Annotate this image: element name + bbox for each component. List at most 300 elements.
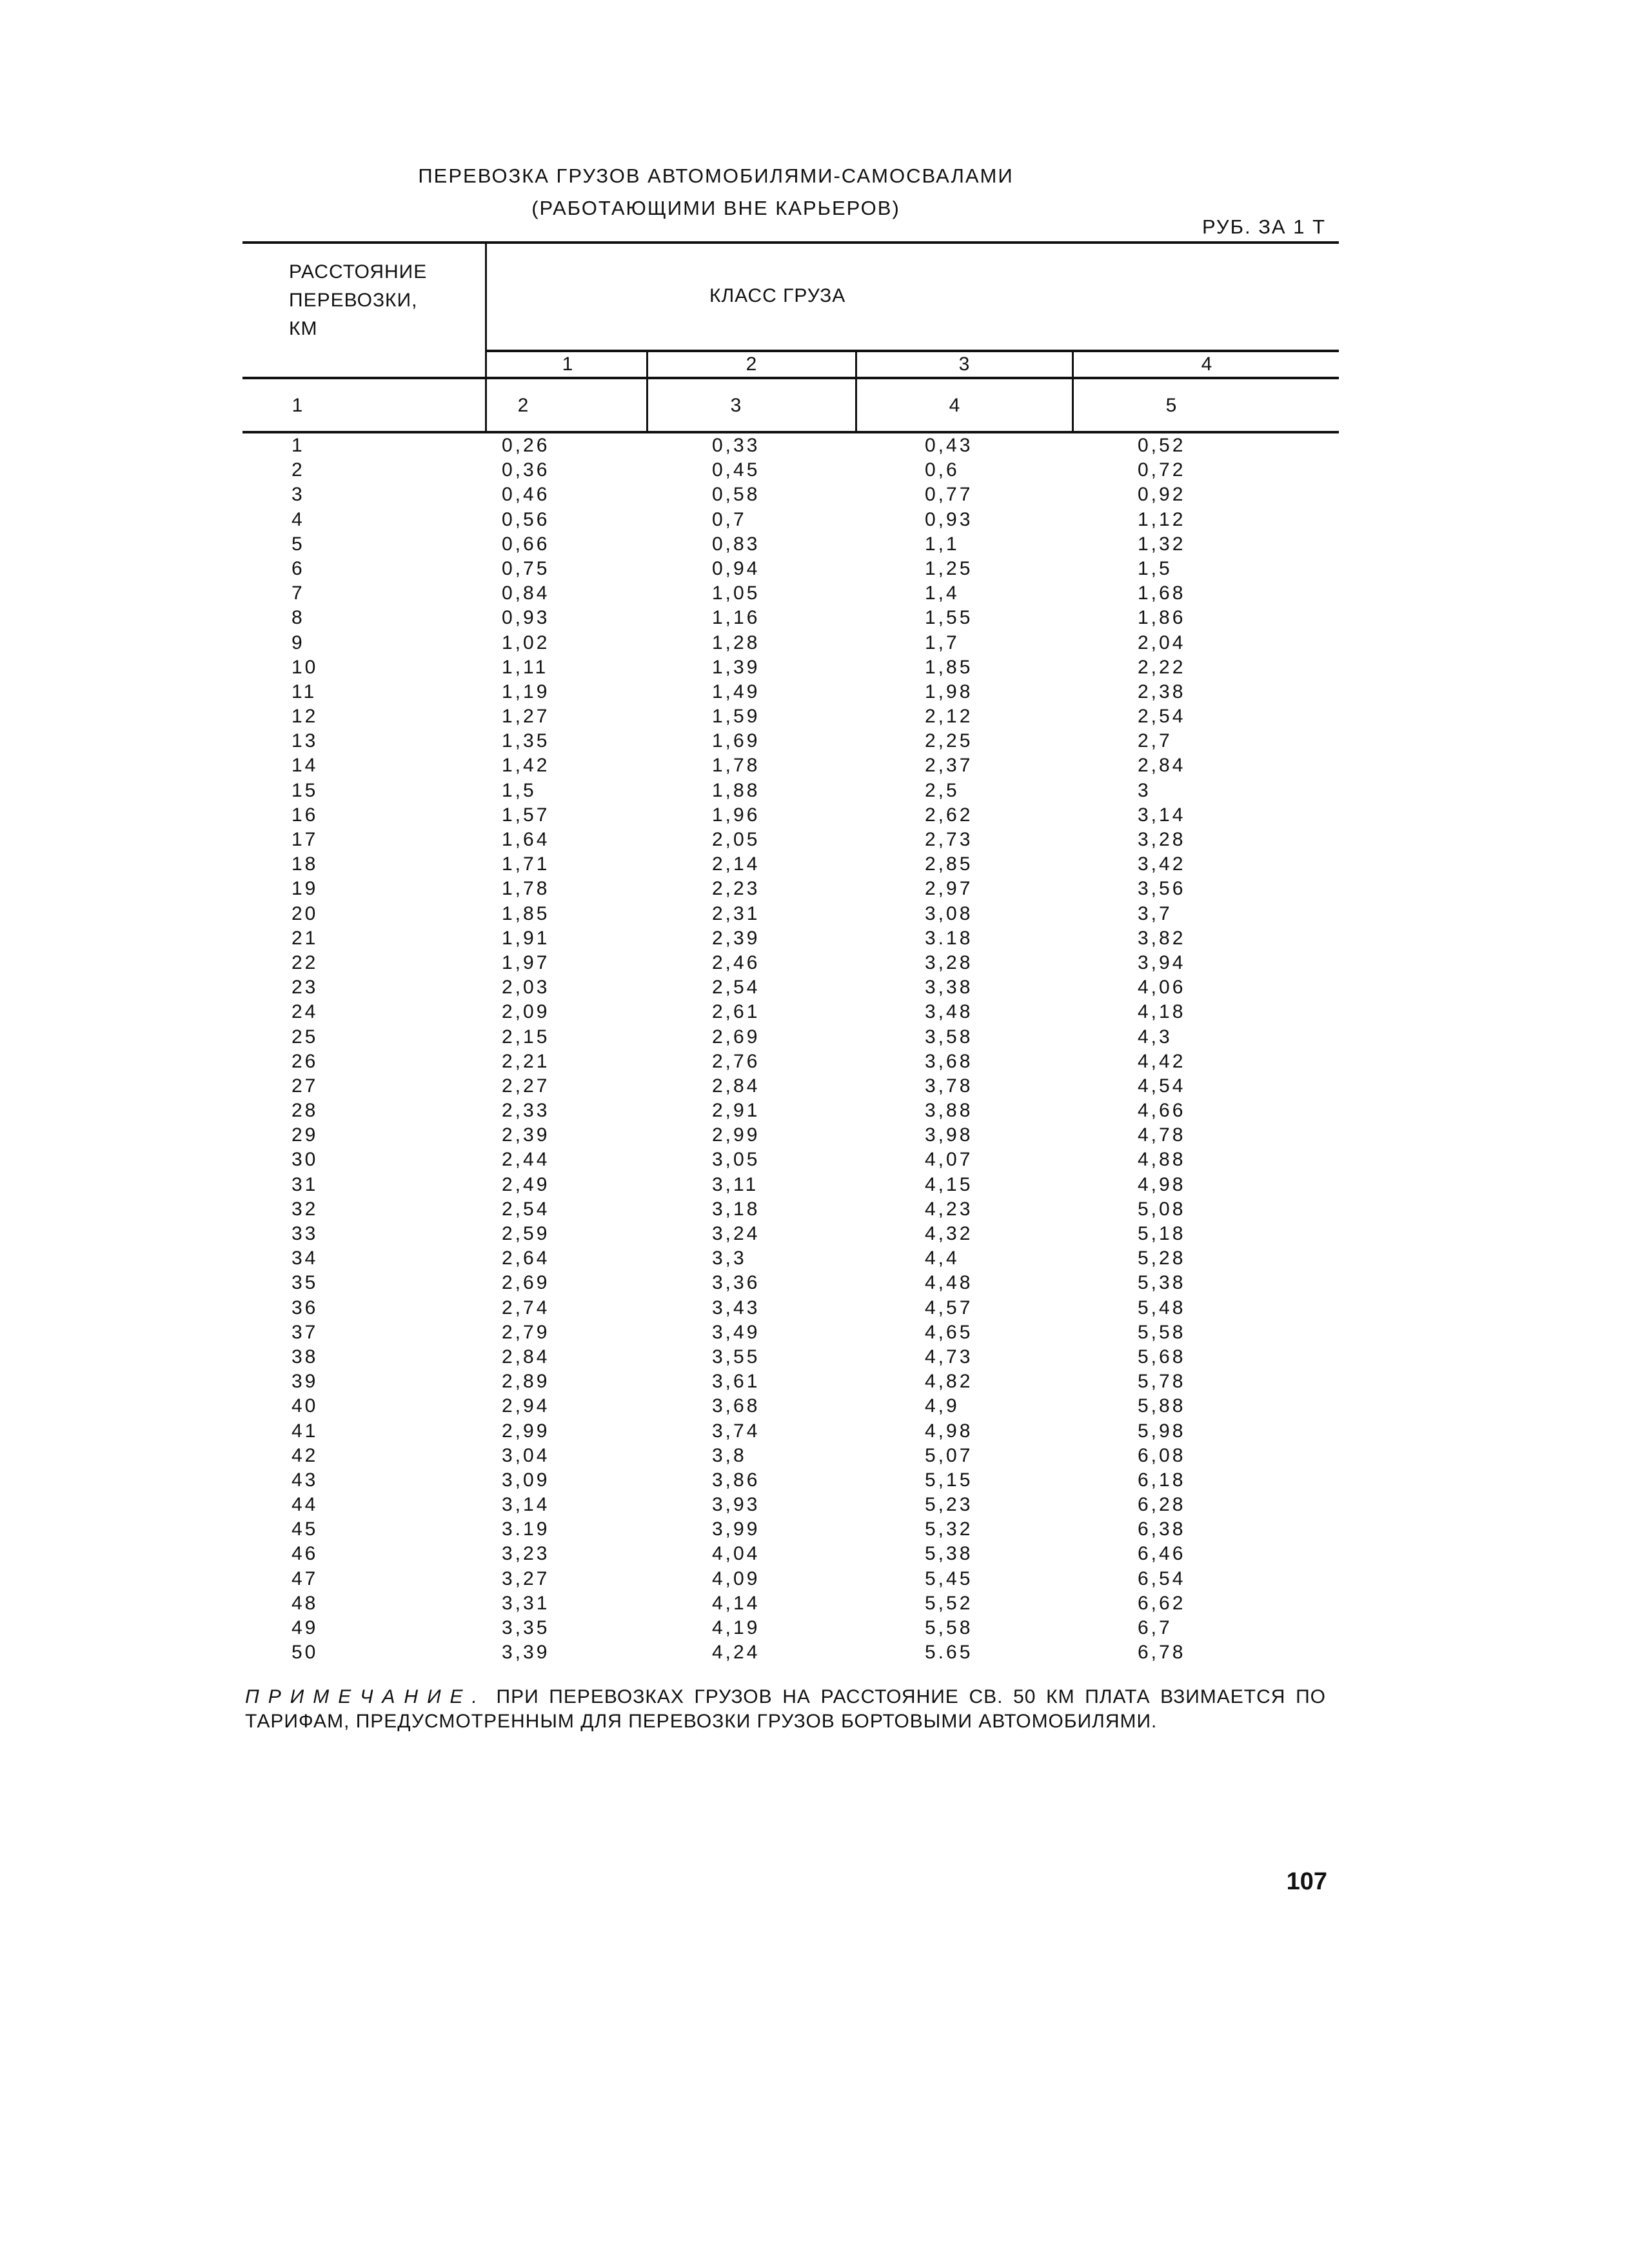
- row-rate-class-3: 3.18: [925, 927, 973, 949]
- row-rate-class-1: 3,14: [502, 1494, 550, 1516]
- row-distance: 29: [292, 1124, 319, 1146]
- row-distance: 39: [292, 1371, 319, 1393]
- row-rate-class-1: 3.19: [502, 1518, 550, 1540]
- row-distance: 21: [292, 927, 319, 949]
- row-distance: 43: [292, 1469, 319, 1491]
- row-distance: 13: [292, 730, 319, 752]
- row-distance: 46: [292, 1543, 319, 1565]
- table-row: [0, 557, 1651, 581]
- row-rate-class-4: 2,04: [1138, 632, 1186, 653]
- row-distance: 1: [292, 435, 305, 456]
- row-rate-class-3: 5,23: [925, 1494, 973, 1516]
- note-text: ПРИ ПЕРЕВОЗКАХ ГРУЗОВ НА РАССТОЯНИЕ СВ. 50 КМ ПЛАТА ВЗИМАЕТСЯ ПО ТАРИФАМ, ПРЕДУСМОТРЕННЫМ ДЛЯ ПЕРЕВОЗКИ ГРУЗОВ БОРТОВЫМИ АВТОМОБИЛЯМИ.: [245, 1686, 1326, 1732]
- row-rate-class-1: 3,23: [502, 1543, 550, 1565]
- row-rate-class-3: 2,85: [925, 853, 973, 875]
- row-rate-class-2: 2,46: [712, 951, 760, 973]
- table-row: [0, 779, 1651, 803]
- row-distance: 38: [292, 1346, 319, 1368]
- class-header: КЛАСС ГРУЗА: [709, 285, 846, 306]
- row-distance: 34: [292, 1248, 319, 1269]
- row-distance: 3: [292, 484, 305, 506]
- row-rate-class-3: 1,4: [925, 582, 960, 604]
- row-rate-class-3: 4,57: [925, 1297, 973, 1318]
- row-rate-class-3: 4,32: [925, 1223, 973, 1244]
- row-rate-class-2: 0,58: [712, 484, 760, 506]
- row-distance: 7: [292, 582, 305, 604]
- row-rate-class-2: 3,43: [712, 1297, 760, 1318]
- row-rate-class-2: 4,04: [712, 1543, 760, 1565]
- row-distance: 47: [292, 1567, 319, 1589]
- row-rate-class-1: 1,42: [502, 755, 550, 777]
- table-row: [0, 1444, 1651, 1468]
- row-distance: 6: [292, 557, 305, 579]
- row-distance: 4: [292, 508, 305, 530]
- class-number: 2: [746, 353, 757, 375]
- row-rate-class-2: 3,93: [712, 1494, 760, 1516]
- row-rate-class-4: 5,38: [1138, 1272, 1186, 1294]
- row-rate-class-3: 0,93: [925, 508, 973, 530]
- row-rate-class-3: 4,48: [925, 1272, 973, 1294]
- row-rate-class-1: 0,93: [502, 607, 550, 629]
- table-row: [0, 1025, 1651, 1049]
- row-rate-class-3: 4,98: [925, 1420, 973, 1442]
- table-row: [0, 753, 1651, 778]
- row-rate-class-2: 3,05: [712, 1149, 760, 1171]
- row-rate-class-1: 1,85: [502, 902, 550, 924]
- row-rate-class-2: 3,36: [712, 1272, 760, 1294]
- row-distance: 16: [292, 804, 319, 826]
- row-rate-class-4: 5,08: [1138, 1198, 1186, 1220]
- row-rate-class-3: 5,07: [925, 1444, 973, 1466]
- row-rate-class-4: 3,28: [1138, 829, 1186, 850]
- row-rate-class-2: 3,99: [712, 1518, 760, 1540]
- row-distance: 11: [292, 681, 317, 702]
- row-rate-class-1: 1,19: [502, 681, 550, 702]
- row-rate-class-2: 2,23: [712, 878, 760, 900]
- row-rate-class-4: 5,98: [1138, 1420, 1186, 1442]
- row-rate-class-2: 1,49: [712, 681, 760, 702]
- row-rate-class-4: 4,54: [1138, 1075, 1186, 1097]
- table-note: [245, 1685, 1326, 1734]
- row-rate-class-1: 2,33: [502, 1100, 550, 1122]
- row-rate-class-3: 4,15: [925, 1173, 973, 1195]
- table-row: [0, 1000, 1651, 1024]
- header-mid-rule: [242, 377, 1339, 379]
- row-rate-class-3: 3,88: [925, 1100, 973, 1122]
- row-rate-class-1: 2,84: [502, 1346, 550, 1368]
- table-row: [0, 1591, 1651, 1616]
- col-divider-3-4: [855, 351, 857, 433]
- table-row: [0, 1271, 1651, 1295]
- row-rate-class-2: 1,16: [712, 607, 760, 629]
- row-rate-class-1: 3,09: [502, 1469, 550, 1491]
- row-rate-class-2: 3,24: [712, 1223, 760, 1244]
- row-rate-class-4: 4,78: [1138, 1124, 1186, 1146]
- table-row: [0, 828, 1651, 852]
- row-rate-class-2: 1,88: [712, 779, 760, 801]
- class-number: 3: [958, 353, 970, 375]
- row-distance: 49: [292, 1617, 319, 1638]
- row-rate-class-3: 0,6: [925, 459, 960, 481]
- row-rate-class-1: 1,97: [502, 951, 550, 973]
- row-rate-class-4: 1,12: [1138, 508, 1186, 530]
- row-rate-class-3: 3,08: [925, 902, 973, 924]
- row-distance: 19: [292, 878, 319, 900]
- row-rate-class-2: 4,14: [712, 1592, 760, 1614]
- row-rate-class-3: 5,32: [925, 1518, 973, 1540]
- row-rate-class-2: 3,3: [712, 1248, 747, 1269]
- table-row: [0, 1640, 1651, 1665]
- row-rate-class-2: 2,84: [712, 1075, 760, 1097]
- row-distance: 25: [292, 1026, 319, 1048]
- row-rate-class-4: 3,94: [1138, 951, 1186, 973]
- row-rate-class-3: 4,23: [925, 1198, 973, 1220]
- row-rate-class-3: 5,58: [925, 1617, 973, 1638]
- row-rate-class-4: 6,62: [1138, 1592, 1186, 1614]
- row-rate-class-4: 5,48: [1138, 1297, 1186, 1318]
- row-rate-class-3: 3,58: [925, 1026, 973, 1048]
- row-rate-class-2: 3,55: [712, 1346, 760, 1368]
- row-rate-class-4: 3,7: [1138, 902, 1172, 924]
- row-rate-class-3: 0,77: [925, 484, 973, 506]
- table-row: [0, 1369, 1651, 1394]
- row-rate-class-4: 6,18: [1138, 1469, 1186, 1491]
- table-row: [0, 877, 1651, 901]
- row-rate-class-3: 4,07: [925, 1149, 973, 1171]
- table-row: [0, 852, 1651, 877]
- row-rate-class-4: 6,46: [1138, 1543, 1186, 1565]
- row-rate-class-3: 5.65: [925, 1642, 973, 1664]
- row-rate-class-1: 2,15: [502, 1026, 550, 1048]
- row-rate-class-1: 2,21: [502, 1050, 550, 1072]
- row-rate-class-2: 0,94: [712, 557, 760, 579]
- row-rate-class-1: 2,89: [502, 1371, 550, 1393]
- row-rate-class-4: 3,14: [1138, 804, 1186, 826]
- row-rate-class-4: 2,22: [1138, 656, 1186, 678]
- row-rate-class-1: 2,69: [502, 1272, 550, 1294]
- row-rate-class-4: 3,42: [1138, 853, 1186, 875]
- table-row: [0, 1345, 1651, 1369]
- row-rate-class-1: 2,09: [502, 1001, 550, 1023]
- row-rate-class-1: 2,54: [502, 1198, 550, 1220]
- table-row: [0, 1222, 1651, 1246]
- table-row: [0, 1148, 1651, 1172]
- row-rate-class-2: 4,09: [712, 1567, 760, 1589]
- table-row: [0, 951, 1651, 975]
- row-rate-class-1: 3,35: [502, 1617, 550, 1638]
- table-row: [0, 1542, 1651, 1566]
- row-rate-class-3: 3,68: [925, 1050, 973, 1072]
- row-rate-class-4: 1,32: [1138, 533, 1186, 555]
- row-rate-class-2: 2,69: [712, 1026, 760, 1048]
- row-distance: 28: [292, 1100, 319, 1122]
- row-rate-class-1: 2,94: [502, 1395, 550, 1417]
- row-rate-class-1: 3,39: [502, 1642, 550, 1664]
- row-rate-class-1: 1,78: [502, 878, 550, 900]
- row-rate-class-1: 2,99: [502, 1420, 550, 1442]
- row-rate-class-3: 2,25: [925, 730, 973, 752]
- row-rate-class-2: 1,96: [712, 804, 760, 826]
- stub-header: [289, 258, 427, 343]
- row-rate-class-1: 2,44: [502, 1149, 550, 1171]
- row-rate-class-2: 4,24: [712, 1642, 760, 1664]
- row-rate-class-1: 1,71: [502, 853, 550, 875]
- row-rate-class-2: 3,74: [712, 1420, 760, 1442]
- class-number: 1: [562, 353, 573, 375]
- row-rate-class-2: 0,33: [712, 435, 760, 456]
- row-rate-class-1: 3,27: [502, 1567, 550, 1589]
- table-row: [0, 1517, 1651, 1542]
- table-row: [0, 1394, 1651, 1418]
- col-divider-4-5: [1072, 351, 1074, 433]
- table-row: [0, 1320, 1651, 1345]
- row-distance: 37: [292, 1321, 319, 1343]
- row-distance: 22: [292, 951, 319, 973]
- row-rate-class-1: 1,91: [502, 927, 550, 949]
- table-row: [0, 1049, 1651, 1074]
- row-rate-class-1: 0,66: [502, 533, 550, 555]
- row-rate-class-4: 3,56: [1138, 878, 1186, 900]
- column-number: 2: [517, 395, 529, 416]
- row-rate-class-4: 0,72: [1138, 459, 1186, 481]
- row-rate-class-1: 0,56: [502, 508, 550, 530]
- row-rate-class-2: 1,28: [712, 632, 760, 653]
- row-rate-class-2: 3,49: [712, 1321, 760, 1343]
- table-row: [0, 1246, 1651, 1271]
- row-rate-class-4: 2,54: [1138, 706, 1186, 728]
- row-rate-class-4: 6,78: [1138, 1642, 1186, 1664]
- row-distance: 48: [292, 1592, 319, 1614]
- row-distance: 12: [292, 706, 319, 728]
- row-rate-class-1: 1,5: [502, 779, 537, 801]
- row-rate-class-4: 4,3: [1138, 1026, 1172, 1048]
- table-row: [0, 1419, 1651, 1444]
- row-distance: 42: [292, 1444, 319, 1466]
- column-number: 1: [292, 395, 303, 416]
- row-rate-class-4: 2,38: [1138, 681, 1186, 702]
- table-row: [0, 581, 1651, 606]
- column-number: 5: [1165, 395, 1177, 416]
- row-rate-class-4: 1,5: [1138, 557, 1172, 579]
- row-rate-class-4: 5,78: [1138, 1371, 1186, 1393]
- row-rate-class-3: 2,37: [925, 755, 973, 777]
- class-number-rule-top: [485, 350, 1339, 352]
- row-rate-class-2: 1,39: [712, 656, 760, 678]
- row-rate-class-3: 2,73: [925, 829, 973, 850]
- row-rate-class-1: 1,35: [502, 730, 550, 752]
- row-rate-class-2: 4,19: [712, 1617, 760, 1638]
- row-rate-class-2: 2,61: [712, 1001, 760, 1023]
- row-rate-class-4: 2,84: [1138, 755, 1186, 777]
- table-row: [0, 926, 1651, 951]
- row-rate-class-4: 5,68: [1138, 1346, 1186, 1368]
- row-distance: 23: [292, 977, 319, 999]
- row-rate-class-4: 6,28: [1138, 1494, 1186, 1516]
- row-rate-class-2: 2,99: [712, 1124, 760, 1146]
- table-row: [0, 508, 1651, 532]
- table-row: [0, 1468, 1651, 1493]
- row-rate-class-3: 4,65: [925, 1321, 973, 1343]
- row-rate-class-2: 2,39: [712, 927, 760, 949]
- page-title: [245, 160, 1187, 224]
- stub-header-line-3: КМ: [289, 318, 318, 339]
- table-row: [0, 1123, 1651, 1148]
- row-rate-class-4: 1,86: [1138, 607, 1186, 629]
- row-rate-class-4: 6,38: [1138, 1518, 1186, 1540]
- row-rate-class-4: 1,68: [1138, 582, 1186, 604]
- row-rate-class-1: 0,36: [502, 459, 550, 481]
- row-rate-class-3: 4,82: [925, 1371, 973, 1393]
- row-rate-class-1: 2,27: [502, 1075, 550, 1097]
- row-rate-class-3: 5,15: [925, 1469, 973, 1491]
- row-distance: 45: [292, 1518, 319, 1540]
- title-line-2: (РАБОТАЮЩИМИ ВНЕ КАРЬЕРОВ): [531, 197, 900, 219]
- row-rate-class-3: 1,1: [925, 533, 960, 555]
- row-rate-class-1: 2,59: [502, 1223, 550, 1244]
- table-row: [0, 1567, 1651, 1591]
- row-rate-class-2: 2,76: [712, 1050, 760, 1072]
- row-rate-class-2: 3,68: [712, 1395, 760, 1417]
- table-row: [0, 729, 1651, 753]
- table-row: [0, 1197, 1651, 1222]
- table-row: [0, 680, 1651, 704]
- row-rate-class-4: 2,7: [1138, 730, 1172, 752]
- table-row: [0, 1493, 1651, 1517]
- row-rate-class-2: 3,86: [712, 1469, 760, 1491]
- row-rate-class-2: 3,11: [712, 1173, 759, 1195]
- row-distance: 27: [292, 1075, 319, 1097]
- row-rate-class-1: 3,31: [502, 1592, 550, 1614]
- row-rate-class-2: 2,14: [712, 853, 760, 875]
- table-row: [0, 1173, 1651, 1197]
- row-rate-class-3: 1,98: [925, 681, 973, 702]
- row-distance: 17: [292, 829, 319, 850]
- unit-label: РУБ. ЗА 1 Т: [1201, 215, 1326, 238]
- row-rate-class-4: 0,52: [1138, 435, 1186, 456]
- table-row: [0, 1296, 1651, 1320]
- row-rate-class-4: 3: [1138, 779, 1151, 801]
- row-rate-class-3: 3,98: [925, 1124, 973, 1146]
- row-distance: 5: [292, 533, 305, 555]
- row-rate-class-3: 1,85: [925, 656, 973, 678]
- row-rate-class-4: 4,42: [1138, 1050, 1186, 1072]
- row-rate-class-3: 0,43: [925, 435, 973, 456]
- table-row: [0, 1616, 1651, 1640]
- table-top-rule: [242, 241, 1339, 244]
- row-rate-class-2: 3,61: [712, 1371, 760, 1393]
- table-row: [0, 606, 1651, 630]
- row-distance: 50: [292, 1642, 319, 1664]
- row-rate-class-1: 1,64: [502, 829, 550, 850]
- row-rate-class-2: 3,18: [712, 1198, 760, 1220]
- row-distance: 35: [292, 1272, 319, 1294]
- row-distance: 36: [292, 1297, 319, 1318]
- row-distance: 2: [292, 459, 305, 481]
- row-rate-class-4: 6,08: [1138, 1444, 1186, 1466]
- row-distance: 15: [292, 779, 319, 801]
- row-distance: 8: [292, 607, 305, 629]
- row-rate-class-4: 6,54: [1138, 1567, 1186, 1589]
- stub-divider: [485, 243, 487, 433]
- row-rate-class-1: 2,79: [502, 1321, 550, 1343]
- row-rate-class-2: 2,05: [712, 829, 760, 850]
- title-line-1: ПЕРЕВОЗКА ГРУЗОВ АВТОМОБИЛЯМИ-САМОСВАЛАМИ: [418, 164, 1014, 187]
- table-row: [0, 458, 1651, 482]
- row-rate-class-3: 3,48: [925, 1001, 973, 1023]
- row-distance: 30: [292, 1149, 319, 1171]
- row-rate-class-4: 6,7: [1138, 1617, 1172, 1638]
- row-rate-class-2: 2,91: [712, 1100, 760, 1122]
- row-distance: 9: [292, 632, 305, 653]
- row-rate-class-3: 2,5: [925, 779, 960, 801]
- page-number: 107: [1286, 1868, 1327, 1895]
- row-rate-class-1: 0,75: [502, 557, 550, 579]
- table-row: [0, 975, 1651, 1000]
- stub-header-line-1: РАССТОЯНИЕ: [289, 261, 428, 283]
- row-rate-class-3: 4,4: [925, 1248, 960, 1269]
- row-distance: 26: [292, 1050, 319, 1072]
- row-rate-class-4: 0,92: [1138, 484, 1186, 506]
- table-row: [0, 532, 1651, 557]
- row-distance: 41: [292, 1420, 319, 1442]
- row-rate-class-1: 1,27: [502, 706, 550, 728]
- row-rate-class-2: 1,78: [712, 755, 760, 777]
- row-rate-class-3: 1,7: [925, 632, 960, 653]
- row-distance: 20: [292, 902, 319, 924]
- row-rate-class-4: 3,82: [1138, 927, 1186, 949]
- row-rate-class-1: 3,04: [502, 1444, 550, 1466]
- row-rate-class-4: 4,18: [1138, 1001, 1186, 1023]
- row-distance: 10: [292, 656, 319, 678]
- table-row: [0, 902, 1651, 926]
- row-rate-class-1: 1,11: [502, 656, 549, 678]
- row-rate-class-3: 2,62: [925, 804, 973, 826]
- row-rate-class-4: 5,18: [1138, 1223, 1186, 1244]
- row-rate-class-1: 1,57: [502, 804, 550, 826]
- row-rate-class-2: 0,7: [712, 508, 747, 530]
- table-row: [0, 1099, 1651, 1123]
- row-rate-class-3: 4,9: [925, 1395, 960, 1417]
- table-row: [0, 803, 1651, 828]
- row-rate-class-2: 0,83: [712, 533, 760, 555]
- row-distance: 32: [292, 1198, 319, 1220]
- row-distance: 24: [292, 1001, 319, 1023]
- row-rate-class-3: 2,97: [925, 878, 973, 900]
- row-rate-class-1: 0,26: [502, 435, 550, 456]
- row-rate-class-1: 0,46: [502, 484, 550, 506]
- row-rate-class-4: 4,88: [1138, 1149, 1186, 1171]
- row-rate-class-1: 1,02: [502, 632, 550, 653]
- row-rate-class-1: 2,64: [502, 1248, 550, 1269]
- stub-header-line-2: ПЕРЕВОЗКИ,: [289, 290, 418, 311]
- table-row: [0, 704, 1651, 729]
- row-rate-class-4: 4,98: [1138, 1173, 1186, 1195]
- row-rate-class-3: 3,78: [925, 1075, 973, 1097]
- row-rate-class-2: 0,45: [712, 459, 760, 481]
- row-distance: 44: [292, 1494, 319, 1516]
- row-distance: 33: [292, 1223, 319, 1244]
- table-row: [0, 655, 1651, 680]
- table-row: [0, 1074, 1651, 1099]
- row-rate-class-4: 5,58: [1138, 1321, 1186, 1343]
- row-distance: 18: [292, 853, 319, 875]
- row-rate-class-1: 2,49: [502, 1173, 550, 1195]
- row-rate-class-3: 5,52: [925, 1592, 973, 1614]
- table-row: [0, 482, 1651, 507]
- row-rate-class-2: 2,54: [712, 977, 760, 999]
- column-number: 3: [730, 395, 742, 416]
- row-rate-class-1: 0,84: [502, 582, 550, 604]
